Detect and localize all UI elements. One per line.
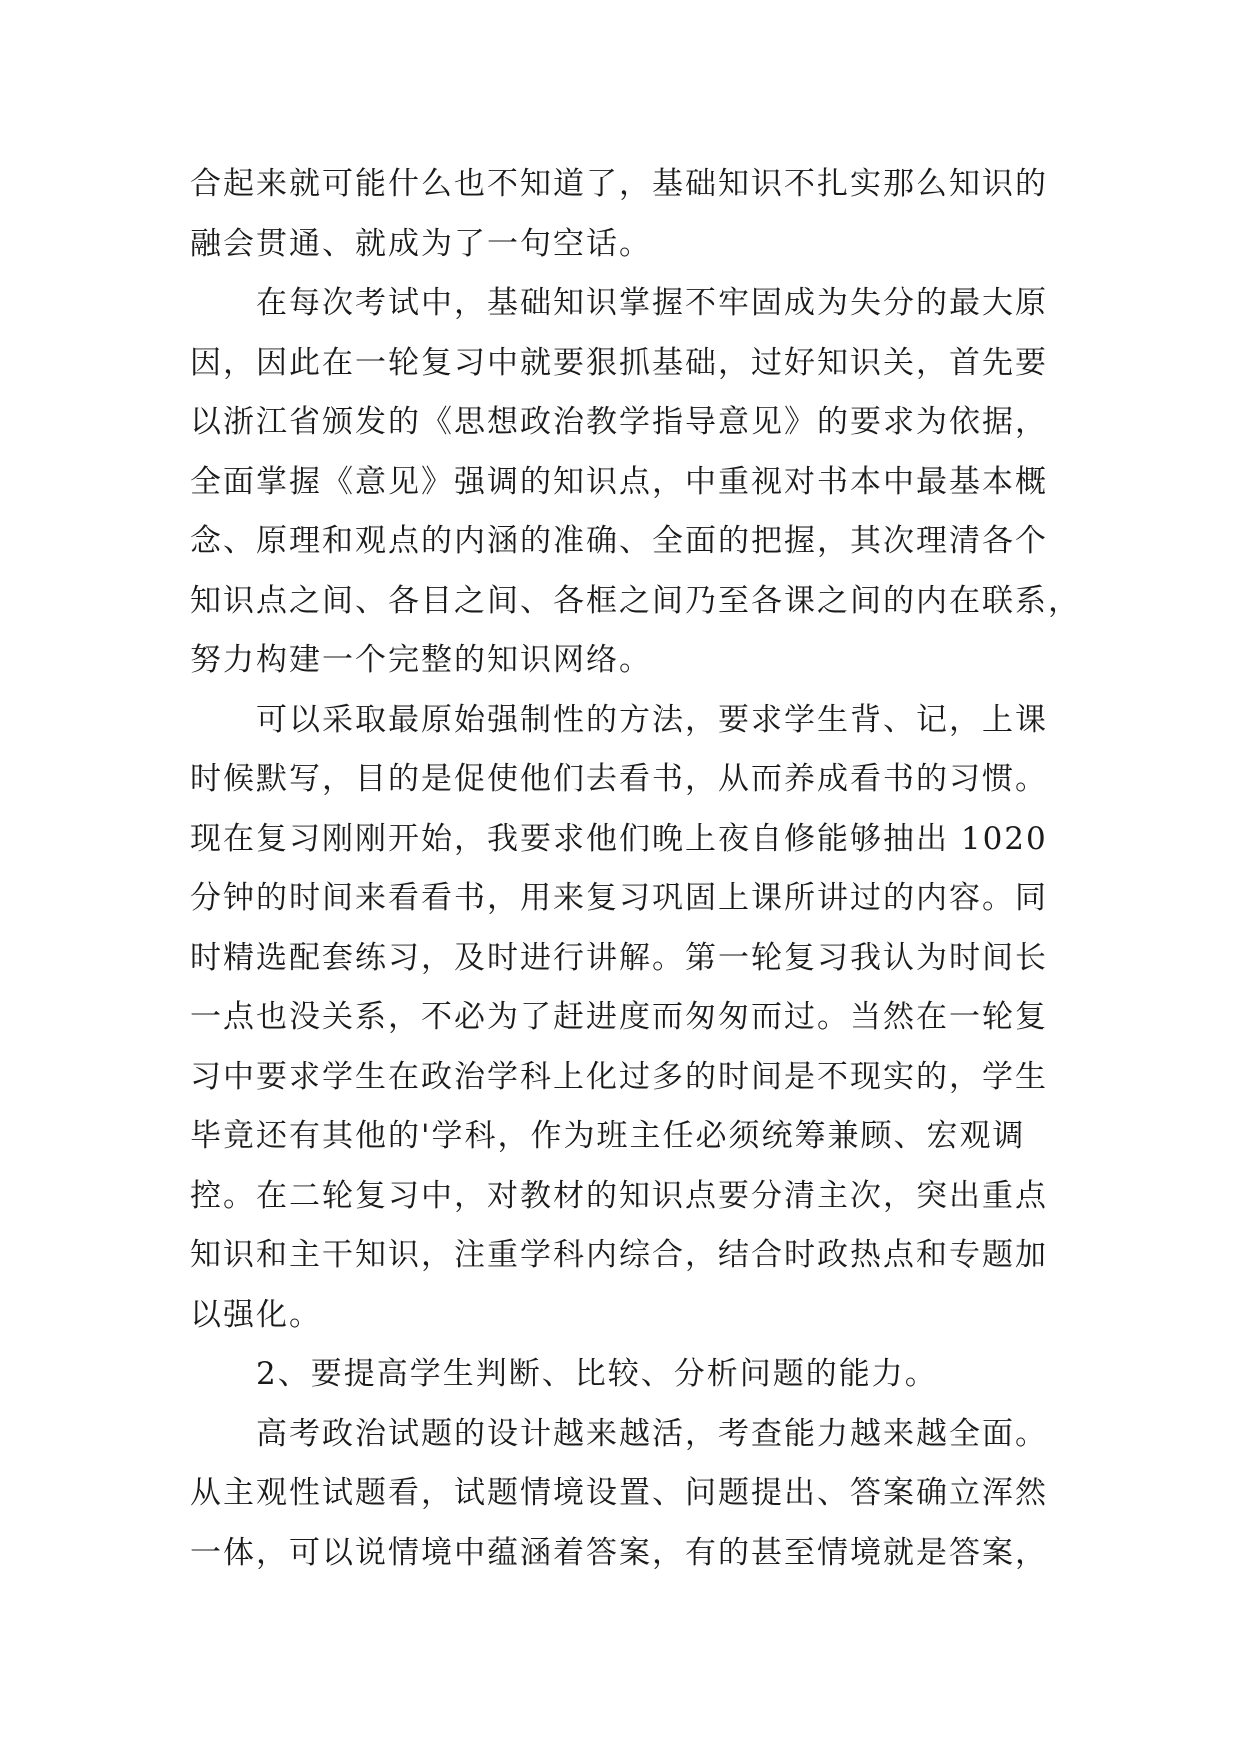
text-line: 知识和主干知识，注重学科内综合，结合时政热点和专题加 (190, 1237, 1048, 1273)
text-line: 可以采取最原始强制性的方法，要求学生背、记，上课 (256, 701, 1048, 738)
text-line: 以浙江省颁发的《思想政治教学指导意见》的要求为依据， (190, 404, 1048, 440)
text-line: 现在复习刚刚开始，我要求他们晚上夜自修能够抽出 1020 (190, 820, 1048, 857)
text-line: 努力构建一个完整的知识网络。 (190, 642, 652, 678)
text-line: 知识点之间、各目之间、各框之间乃至各课之间的内在联系， (190, 582, 1081, 619)
text-line: 2、要提高学生判断、比较、分析问题的能力。 (256, 1356, 938, 1392)
text-line: 时精选配套练习，及时进行讲解。第一轮复习我认为时间长 (190, 939, 1048, 976)
body-text (190, 155, 1081, 1583)
text-line: 融会贯通、就成为了一句空话。 (190, 225, 652, 262)
text-line: 习中要求学生在政治学科上化过多的时间是不现实的，学生 (190, 1058, 1048, 1095)
text-line: 全面掌握《意见》强调的知识点，中重视对书本中最基本概 (190, 463, 1048, 500)
text-line: 因，因此在一轮复习中就要狠抓基础，过好知识关，首先要 (190, 344, 1048, 381)
text-line: 以强化。 (190, 1296, 322, 1333)
text-line: 在每次考试中，基础知识掌握不牢固成为失分的最大原 (256, 285, 1048, 321)
text-line: 一体，可以说情境中蕴涵着答案，有的甚至情境就是答案， (190, 1534, 1048, 1571)
text-line: 分钟的时间来看看书，用来复习巩固上课所讲过的内容。同 (190, 880, 1048, 916)
text-line: 高考政治试题的设计越来越活，考查能力越来越全面。 (256, 1415, 1048, 1452)
text-line: 一点也没关系，不必为了赶进度而匆匆而过。当然在一轮复 (190, 999, 1048, 1035)
text-line: 毕竟还有其他的'学科，作为班主任必须统筹兼顾、宏观调 (190, 1118, 1026, 1154)
text-line: 控。在二轮复习中，对教材的知识点要分清主次，突出重点 (190, 1177, 1048, 1214)
text-line: 念、原理和观点的内涵的准确、全面的把握，其次理清各个 (190, 523, 1048, 559)
text-line: 从主观性试题看，试题情境设置、问题提出、答案确立浑然 (190, 1475, 1048, 1511)
text-line: 合起来就可能什么也不知道了，基础知识不扎实那么知识的 (190, 166, 1048, 202)
text-line: 时候默写，目的是促使他们去看书，从而养成看书的习惯。 (190, 761, 1048, 797)
